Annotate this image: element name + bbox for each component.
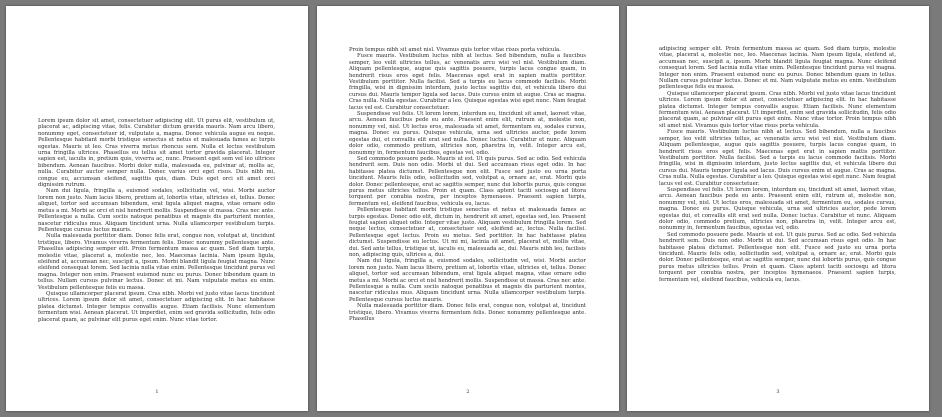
document-page-1 [6, 6, 308, 411]
document-page-3 [627, 6, 929, 411]
paragraph: adipiscing semper elit. Proin fermentum massa ac quam. Sed diam turpis, molestie vitae, placerat a, molestie nec, leo. Maecenas lacinia. Nam ipsum ligula, eleifend at, accumsan nec, suscipit a, ipsum. Morbi blandit ligula feugiat magna. Nunc eleifend consequat lorem. Sed lacinia nulla vitae enim. Pellentesque tincidunt purus vel magna. Integer non enim. Praesent euismod nunc eu purus. Donec bibendum quam in tellus. Nullam cursus pulvinar lectus. Donec et mi. Nam vulputate metus eu enim. Vestibulum pellentesque felis eu massa. [659, 46, 896, 91]
paragraph: Suspendisse vel felis. Ut lorem lorem, interdum eu, tincidunt sit amet, laoreet vitae, arcu. Aenean faucibus pede eu ante. Praesent enim elit, rutrum at, molestie non, nonummy vel, nisl. Ut lectus eros, malesuada sit amet, fermentum eu, sodales cursus, magna. Donec eu purus. Quisque vehicula, urna sed ultricies auctor, pede lorem egestas dui, et convallis elit erat sed nulla. Donec luctus. Curabitur et nunc. Aliquam dolor odio, commodo pretium, ultricies non, pharetra in, velit. Integer arcu est, nonummy in, fermentum faucibus, egestas vel, odio. [349, 111, 586, 156]
document-page-2 [317, 6, 619, 411]
paragraph: Nam dui ligula, fringilla a, euismod sodales, sollicitudin vel, wisi. Morbi auctor lorem non justo. Nam lacus libero, pretium at, lobortis vitae, ultricies et, tellus. Donec aliquet, tortor sed accumsan bibendum, erat ligula aliquet magna, vitae ornare odio metus a mi. Morbi ac orci et nisl hendrerit mollis. Suspendisse ut massa. Cras nec ante. Pellentesque a nulla. Cum sociis natoque penatibus et magnis dis parturient montes, nascetur ridiculus mus. Aliquam tincidunt urna. Nulla ullamcorper vestibulum turpis. Pellentesque cursus luctus mauris. [349, 258, 586, 303]
page-number: 1 [155, 389, 159, 395]
paragraph: Fusce mauris. Vestibulum luctus nibh at lectus. Sed bibendum, nulla a faucibus semper, leo velit ultricies tellus, ac venenatis arcu wisi vel nisl. Vestibulum diam. Aliquam pellentesque, augue quis sagittis posuere, turpis lacus congue quam, in hendrerit risus eros eget felis. Maecenas eget erat in sapien mattis porttitor. Vestibulum porttitor. Nulla facilisi. Sed a turpis eu lacus commodo facilisis. Morbi fringilla, wisi in dignissim interdum, justo lectus sagittis dui, et vehicula libero dui cursus dui. Mauris tempor ligula sed lacus. Duis cursus enim ut augue. Cras ac magna. Cras nulla. Nulla egestas. Curabitur a leo. Quisque egestas wisi eget nunc. Nam feugiat lacus vel est. Curabitur consectetuer. [349, 53, 586, 111]
page-number: 3 [776, 389, 780, 395]
paragraph: Sed commodo posuere pede. Mauris ut est. Ut quis purus. Sed ac odio. Sed vehicula hendrerit sem. Duis non odio. Morbi ut dui. Sed accumsan risus eget odio. In hac habitasse platea dictumst. Pellentesque non elit. Fusce sed justo eu urna porta tincidunt. Mauris felis odio, sollicitudin sed, volutpat a, ornare ac, erat. Morbi quis dolor. Donec pellentesque, erat ac sagittis semper, nunc dui lobortis purus, quis congue purus metus ultricies tellus. Proin et quam. Class aptent taciti sociosqu ad litora torquent per conubia nostra, per inceptos hymenaeos. Praesent sapien turpis, fermentum vel, eleifend faucibus, vehicula eu, lacus. [659, 231, 896, 283]
page-1-body-text [38, 118, 275, 323]
paragraph: Pellentesque habitant morbi tristique senectus et netus et malesuada fames ac turpis egestas. Donec odio elit, dictum in, hendrerit sit amet, egestas sed, leo. Praesent feugiat sapien aliquet odio. Integer vitae justo. Aliquam vestibulum fringilla lorem. Sed neque lectus, consectetuer at, consectetuer sed, eleifend ac, lectus. Nulla facilisi. Pellentesque eget lectus. Proin eu metus. Sed porttitor. In hac habitasse platea dictumst. Suspendisse eu lectus. Ut mi mi, lacinia sit amet, placerat et, mollis vitae, dui. Sed ante tellus, tristique ut, iaculis eu, malesuada ac, dui. Mauris nibh leo, facilisis non, adipiscing quis, ultrices a, dui. [349, 207, 586, 258]
paragraph: Proin tempus nibh sit amet nisl. Vivamus quis tortor vitae risus porta vehicula. [349, 47, 561, 53]
page-number: 2 [466, 389, 470, 395]
paragraph: Nulla malesuada porttitor diam. Donec felis erat, congue non, volutpat at, tincidunt tristique, libero. Vivamus viverra fermentum felis. Donec nonummy pellentesque ante. Phasellus [349, 303, 586, 323]
paragraph: Lorem ipsum dolor sit amet, consectetuer adipiscing elit. Ut purus elit, vestibulum ut, placerat ac, adipiscing vitae, felis. Curabitur dictum gravida mauris. Nam arcu libero, nonummy eget, consectetuer id, vulputate a, magna. Donec vehicula augue eu neque. Pellentesque habitant morbi tristique senectus et netus et malesuada fames ac turpis egestas. Mauris ut leo. Cras viverra metus rhoncus sem. Nulla et lectus vestibulum urna fringilla ultrices. Phasellus eu tellus sit amet tortor gravida placerat. Integer sapien est, iaculis in, pretium quis, viverra ac, nunc. Praesent eget sem vel leo ultrices bibendum. Aenean faucibus. Morbi dolor nulla, malesuada eu, pulvinar at, mollis ac, nulla. Curabitur auctor semper nulla. Donec varius orci eget risus. Duis nibh mi, congue eu, accumsan eleifend, sagittis quis, diam. Duis eget orci sit amet orci dignissim rutrum. [38, 118, 275, 189]
paragraph: Nam dui ligula, fringilla a, euismod sodales, sollicitudin vel, wisi. Morbi auctor lorem non justo. Nam lacus libero, pretium at, lobortis vitae, ultricies et, tellus. Donec aliquet, tortor sed accumsan bibendum, erat ligula aliquet magna, vitae ornare odio metus a mi. Morbi ac orci et nisl hendrerit mollis. Suspendisse ut massa. Cras nec ante. Pellentesque a nulla. Cum sociis natoque penatibus et magnis dis parturient montes, nascetur ridiculus mus. Aliquam tincidunt urna. Nulla ullamcorper vestibulum turpis. Pellentesque cursus luctus mauris. [38, 188, 275, 233]
paragraph: Nulla malesuada porttitor diam. Donec felis erat, congue non, volutpat at, tincidunt tristique, libero. Vivamus viverra fermentum felis. Donec nonummy pellentesque ante. Phasellus adipiscing semper elit. Proin fermentum massa ac quam. Sed diam turpis, molestie vitae, placerat a, molestie nec, leo. Maecenas lacinia. Nam ipsum ligula, eleifend at, accumsan nec, suscipit a, ipsum. Morbi blandit ligula feugiat magna. Nunc eleifend consequat lorem. Sed lacinia nulla vitae enim. Pellentesque tincidunt purus vel magna. Integer non enim. Praesent euismod nunc eu purus. Donec bibendum quam in tellus. Nullam cursus pulvinar lectus. Donec et mi. Nam vulputate metus eu enim. Vestibulum pellentesque felis eu massa. [38, 233, 275, 291]
page-3-body-text [659, 46, 896, 283]
paragraph: Fusce mauris. Vestibulum luctus nibh at lectus. Sed bibendum, nulla a faucibus semper, leo velit ultricies tellus, ac venenatis arcu wisi vel nisl. Vestibulum diam. Aliquam pellentesque, augue quis sagittis posuere, turpis lacus congue quam, in hendrerit risus eros eget felis. Maecenas eget erat in sapien mattis porttitor. Vestibulum porttitor. Nulla facilisi. Sed a turpis eu lacus commodo facilisis. Morbi fringilla, wisi in dignissim interdum, justo lectus sagittis dui, et vehicula libero dui cursus dui. Mauris tempor ligula sed lacus. Duis cursus enim ut augue. Cras ac magna. Cras nulla. Nulla egestas. Curabitur a leo. Quisque egestas wisi eget nunc. Nam feugiat lacus vel est. Curabitur consectetuer. [659, 129, 896, 187]
paragraph: Quisque ullamcorper placerat ipsum. Cras nibh. Morbi vel justo vitae lacus tincidunt ultrices. Lorem ipsum dolor sit amet, consectetuer adipiscing elit. In hac habitasse platea dictumst. Integer tempus convallis augue. Etiam facilisis. Nunc elementum fermentum wisi. Aenean placerat. Ut imperdiet, enim sed gravida sollicitudin, felis odio placerat quam, ac pulvinar elit purus eget enim. Nunc vitae tortor. [38, 290, 275, 323]
paragraph: Sed commodo posuere pede. Mauris ut est. Ut quis purus. Sed ac odio. Sed vehicula hendrerit sem. Duis non odio. Morbi ut dui. Sed accumsan risus eget odio. In hac habitasse platea dictumst. Pellentesque non elit. Fusce sed justo eu urna porta tincidunt. Mauris felis odio, sollicitudin sed, volutpat a, ornare ac, erat. Morbi quis dolor. Donec pellentesque, erat ac sagittis semper, nunc dui lobortis purus, quis congue purus metus ultricies tellus. Proin et quam. Class aptent taciti sociosqu ad litora torquent per conubia nostra, per inceptos hymenaeos. Praesent sapien turpis, fermentum vel, eleifend faucibus, vehicula eu, lacus. [349, 155, 586, 207]
paragraph: Quisque ullamcorper placerat ipsum. Cras nibh. Morbi vel justo vitae lacus tincidunt ultrices. Lorem ipsum dolor sit amet, consectetuer adipiscing elit. In hac habitasse platea dictumst. Integer tempus convallis augue. Etiam facilisis. Nunc elementum fermentum wisi. Aenean placerat. Ut imperdiet, enim sed gravida sollicitudin, felis odio placerat quam, ac pulvinar elit purus eget enim. Nunc vitae tortor. Proin tempus nibh sit amet nisl. Vivamus quis tortor vitae risus porta vehicula. [659, 90, 896, 129]
paragraph: Suspendisse vel felis. Ut lorem lorem, interdum eu, tincidunt sit amet, laoreet vitae, arcu. Aenean faucibus pede eu ante. Praesent enim elit, rutrum at, molestie non, nonummy vel, nisl. Ut lectus eros, malesuada sit amet, fermentum eu, sodales cursus, magna. Donec eu purus. Quisque vehicula, urna sed ultricies auctor, pede lorem egestas dui, et convallis elit erat sed nulla. Donec luctus. Curabitur et nunc. Aliquam dolor odio, commodo pretium, ultricies non, pharetra in, velit. Integer arcu est, nonummy in, fermentum faucibus, egestas vel, odio. [659, 186, 896, 232]
page-2-body-text [349, 47, 586, 322]
